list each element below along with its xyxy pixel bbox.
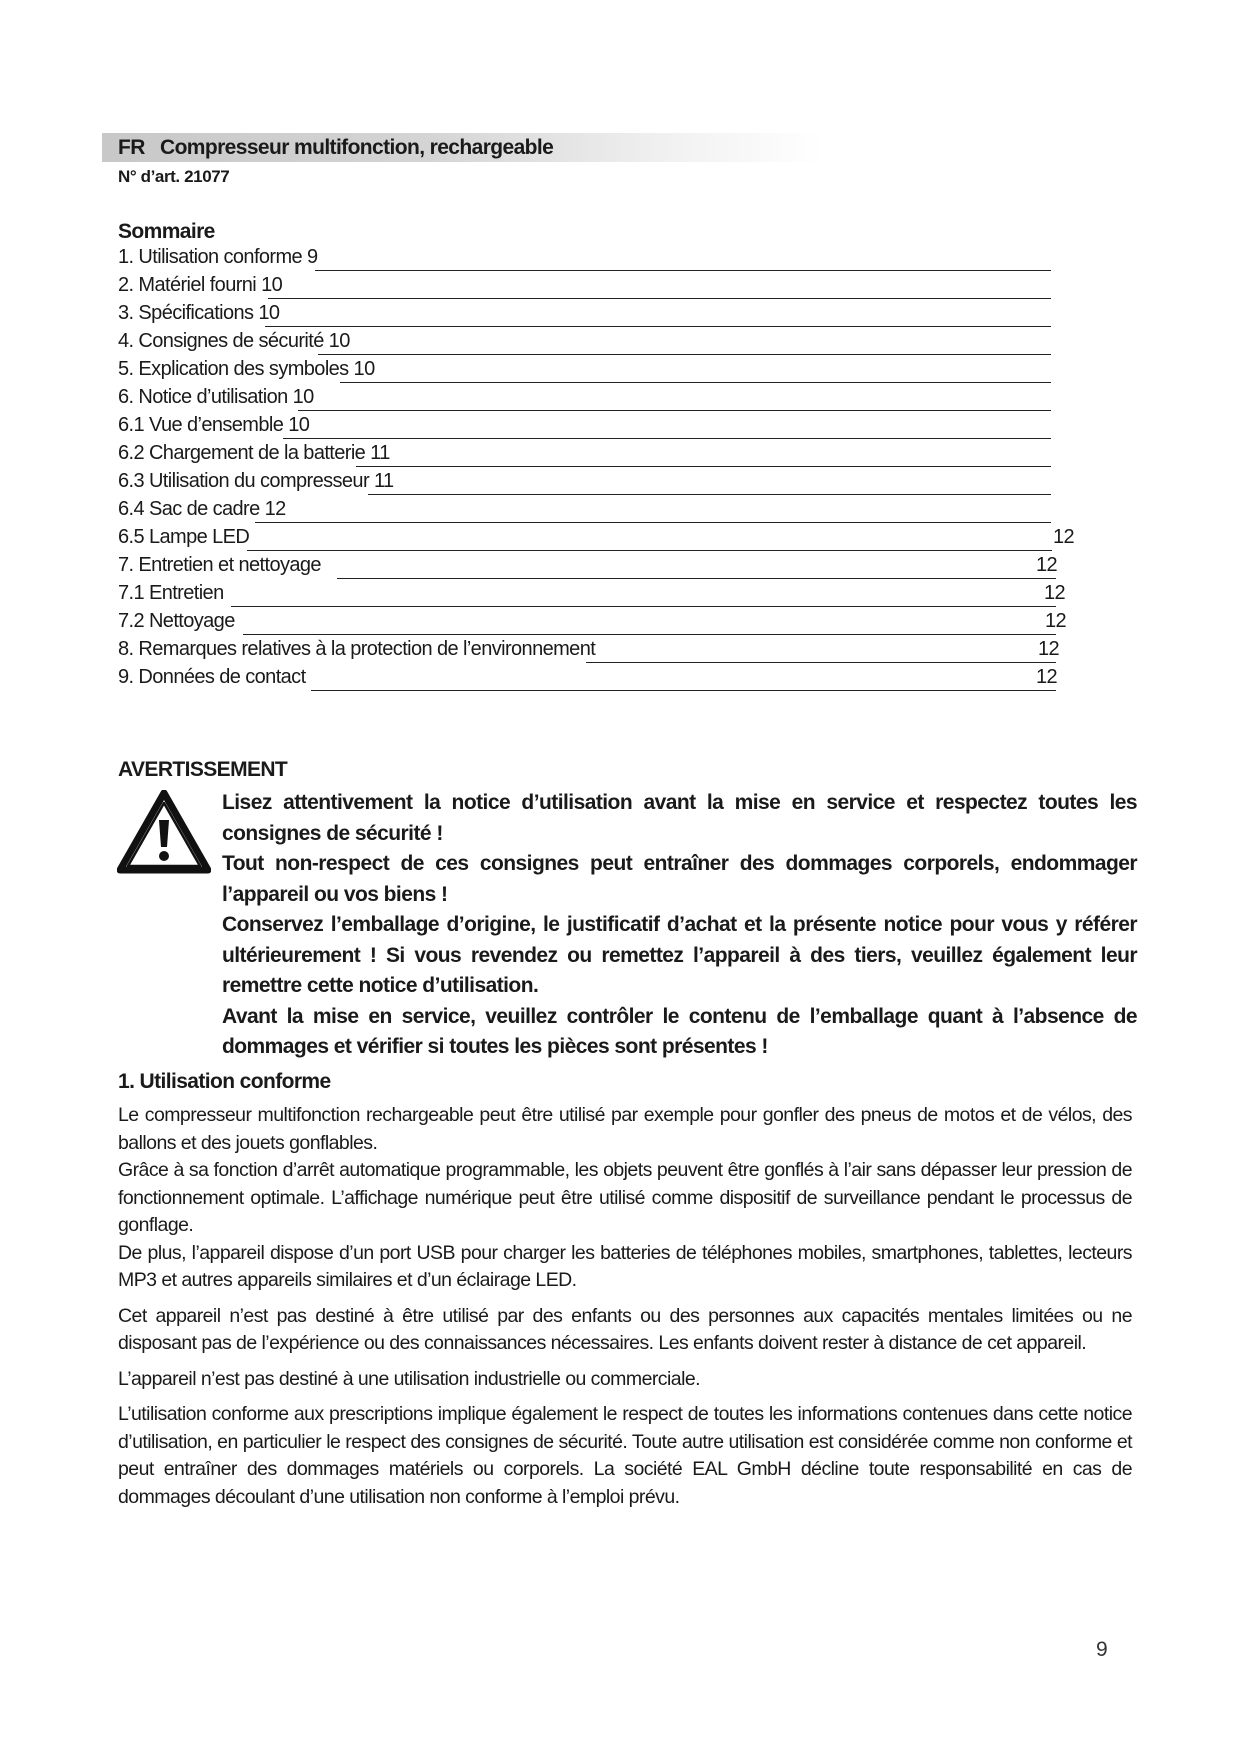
warning-paragraph: Lisez attentivement la notice d’utilisation avant la mise en service et respectez toutes les consignes de sécurité ! [222, 791, 1137, 845]
toc-leader [586, 662, 1056, 663]
warning-text [222, 788, 1137, 1063]
toc-leader [356, 466, 1051, 467]
toc-leader [243, 634, 1056, 635]
toc-item: 7. Entretien et nettoyage [118, 554, 321, 576]
body-paragraph: Cet appareil n’est pas destiné à être utilisé par des enfants ou des personnes aux capacités mentales limitées ou ne disposant pas de l’expérience ou des connaissances nécessaires. Les enfants doivent rester à distance de cet appareil. [118, 1304, 1132, 1354]
toc-leader [247, 550, 1052, 551]
section-title: 1. Utilisation conforme [118, 1070, 331, 1093]
toc-item: 9. Données de contact [118, 666, 306, 688]
page-number: 9 [1096, 1638, 1108, 1661]
body-paragraph: Grâce à sa fonction d’arrêt automatique programmable, les objets peuvent être gonflés à l’air sans dépasser leur pression de fonctionnement optimale. L’affichage numérique peut être utilisé comme dispositif de surveillance pendant le processus de gonflage. [118, 1159, 1132, 1236]
body-paragraph: De plus, l’appareil dispose d’un port USB pour charger les batteries de téléphones mobiles, smartphones, tablettes, lecteurs MP3 et autres appareils similaires et d’un éclairage LED. [118, 1241, 1132, 1291]
toc-item: 8. Remarques relatives à la protection de l’environnement [118, 638, 596, 660]
toc-leader [255, 522, 1051, 523]
toc-item: 3. Spécifications 10 [118, 302, 280, 324]
toc-leader [318, 354, 1051, 355]
toc-leader [268, 298, 1051, 299]
language-code: FR [118, 136, 145, 159]
toc-page-number: 12 [1044, 582, 1066, 604]
toc-leader [283, 438, 1051, 439]
warning-title: AVERTISSEMENT [118, 758, 288, 781]
toc-leader [368, 494, 1051, 495]
toc-item: 6.5 Lampe LED [118, 526, 250, 548]
warning-triangle-icon [117, 790, 211, 874]
toc-leader [311, 690, 1056, 691]
toc-item: 2. Matériel fourni 10 [118, 274, 283, 296]
toc-item: 1. Utilisation conforme 9 [118, 246, 318, 268]
toc-leader [340, 382, 1051, 383]
toc-leader [315, 270, 1051, 271]
toc-item: 6.2 Chargement de la batterie 11 [118, 442, 390, 464]
toc-item: 6. Notice d’utilisation 10 [118, 386, 314, 408]
section-body [118, 1102, 1132, 1511]
header-title [118, 133, 553, 162]
toc-title: Sommaire [118, 220, 215, 243]
toc-leader [298, 410, 1051, 411]
toc-item: 7.1 Entretien [118, 582, 224, 604]
toc-page-number: 12 [1038, 638, 1060, 660]
toc-leader [337, 578, 1056, 579]
body-paragraph: Le compresseur multifonction rechargeable peut être utilisé par exemple pour gonfler des pneus de motos et de vélos, des ballons et des jouets gonflables. [118, 1104, 1132, 1154]
toc-item: 6.1 Vue d’ensemble 10 [118, 414, 310, 436]
toc-page-number: 12 [1045, 610, 1067, 632]
toc-item: 5. Explication des symboles 10 [118, 358, 375, 380]
product-title: Compresseur multifonction, rechargeable [160, 136, 554, 159]
toc-leader [231, 606, 1056, 607]
toc-item: 6.3 Utilisation du compresseur 11 [118, 470, 394, 492]
body-paragraph: L’appareil n’est pas destiné à une utilisation industrielle ou commerciale. [118, 1367, 701, 1390]
toc-page-number: 12 [1036, 666, 1058, 688]
toc-leader [265, 326, 1051, 327]
toc-page-number: 12 [1053, 526, 1075, 548]
article-number: N° d’art. 21077 [118, 167, 230, 186]
toc-item: 7.2 Nettoyage [118, 610, 235, 632]
warning-paragraph: Avant la mise en service, veuillez contrôler le contenu de l’emballage quant à l’absence de dommages et vérifier si toutes les pièces sont présentes ! [222, 1004, 1137, 1058]
toc-item: 6.4 Sac de cadre 12 [118, 498, 286, 520]
toc-item: 4. Consignes de sécurité 10 [118, 330, 350, 352]
warning-paragraph: Conservez l’emballage d’origine, le justificatif d’achat et la présente notice pour vous y référer ultérieurement ! Si vous revendez ou remettez l’appareil à des tiers, veuillez également leur remettre cette notice d’utilisation. [222, 913, 1137, 997]
warning-paragraph: Tout non-respect de ces consignes peut entraîner des dommages corporels, endommager l’appareil ou vos biens ! [222, 852, 1137, 906]
toc-page-number: 12 [1036, 554, 1058, 576]
body-paragraph: L’utilisation conforme aux prescriptions implique également le respect de toutes les informations contenues dans cette notice d’utilisation, en particulier le respect des consignes de sécurité. Toute autre utilisation est considérée comme non conforme et peut entraîner des dommages matériels ou corporels. La société EAL GmbH décline toute responsabilité en cas de dommages découlant d’une utilisation non conforme à l’emploi prévu. [118, 1403, 1132, 1508]
